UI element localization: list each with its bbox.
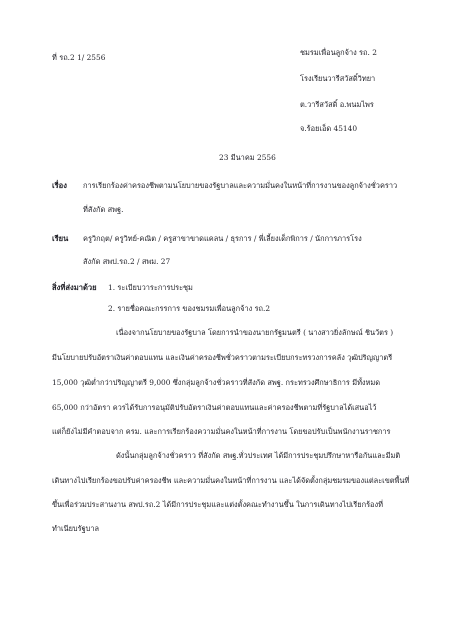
body-line: ขึ้นเพื่อร่วมประสานงาน สพป.รถ.2 ได้มีการประชุมและแต่งตั้งคณะทำงานขึ้น ในการเดินทางไปเรียกร้องที่ <box>52 500 383 509</box>
body-line: เนื่องจากนโยบายของรัฐบาล โดยการนำของนายกรัฐมนตรี ( นางสาวยิ่งลักษณ์ ชินวัตร ) <box>116 328 394 337</box>
sender-line: ชมรมเพื่อนลูกจ้าง รถ. 2 <box>300 48 377 57</box>
sender-line: โรงเรียนวารีสวัสดิ์วิทยา <box>300 74 376 83</box>
body-line: ดังนั้นกลุ่มลูกจ้างชั่วคราว ที่สังกัด สพฐ.ทั่วประเทศ ได้มีการประชุมปรึกษาหารือกันและมีมติ <box>116 451 401 460</box>
body-line: มีนโยบายปรับอัตราเงินค่าตอบแทน และเงินค่าครองชีพชั่วคราวตามระเบียบกระทรวงการคลัง วุฒิปริญญาตรี <box>52 353 393 362</box>
reference-number: ที่ รถ.2 1/ 2556 <box>52 53 106 62</box>
body-line: 15,000 วุฒิต่ำกว่าปริญญาตรี 9,000 ซึ่งกลุ่มลูกจ้างชั่วคราวที่สังกัด สพฐ. กระทรวงศึกษาธิการ มีทั้งหมด <box>52 378 381 387</box>
body-line: แต่ก็ยังไม่มีคำตอบจาก ครม. และการเรียกร้องความมั่นคงในหน้าที่การงาน โดยขอปรับเป็นพนักงานราชการ <box>52 427 391 436</box>
body-line: เดินทางไปเรียกร้องขอปรับค่าครองชีพ และความมั่นคงในหน้าที่การงาน และได้จัดตั้งกลุ่มชมรมของแต่ละเขตพื้นที่ <box>52 476 410 485</box>
body-line: 65,000 กว่าอัตรา ควรได้รับการอนุมัติปรับอัตราเงินค่าตอบแทนและค่าครองชีพตามที่รัฐบาลได้เสนอไว้ <box>52 403 377 412</box>
sender-line: จ.ร้อยเอ็ด 45140 <box>300 124 358 133</box>
enclosure-item: 2. รายชื่อคณะกรรการ ของชมรมเพื่อนลูกจ้าง รถ.2 <box>108 304 271 313</box>
subject-line: ที่สังกัด สพฐ. <box>83 205 124 214</box>
subject-label: เรื่อง <box>52 181 67 190</box>
recipient-label: เรียน <box>52 234 69 243</box>
recipient-line: ครูวิกฤต/ ครูวิทย์-คณิต / ครูสาขาขาดแคลน / ธุรการ / พี่เลี้ยงเด็กพิการ / นักการภารโรง <box>83 234 362 243</box>
recipient-line: สังกัด สพป.รถ.2 / สพม. 27 <box>83 257 171 266</box>
enclosures-label: สิ่งที่ส่งมาด้วย <box>52 283 97 292</box>
letter-date: 23 มีนาคม 2556 <box>219 153 276 162</box>
subject-line: การเรียกร้องค่าครองชีพตามนโยบายของรัฐบาลและความมั่นคงในหน้าที่การงานของลูกจ้างชั่วคราว <box>83 181 398 190</box>
body-line: ทำเนียบรัฐบาล <box>52 524 100 533</box>
sender-line: ต.วารีสวัสดิ์ อ.พนมไพร <box>300 100 374 109</box>
enclosure-item: 1. ระเบียบวาระการประชุม <box>108 283 193 292</box>
